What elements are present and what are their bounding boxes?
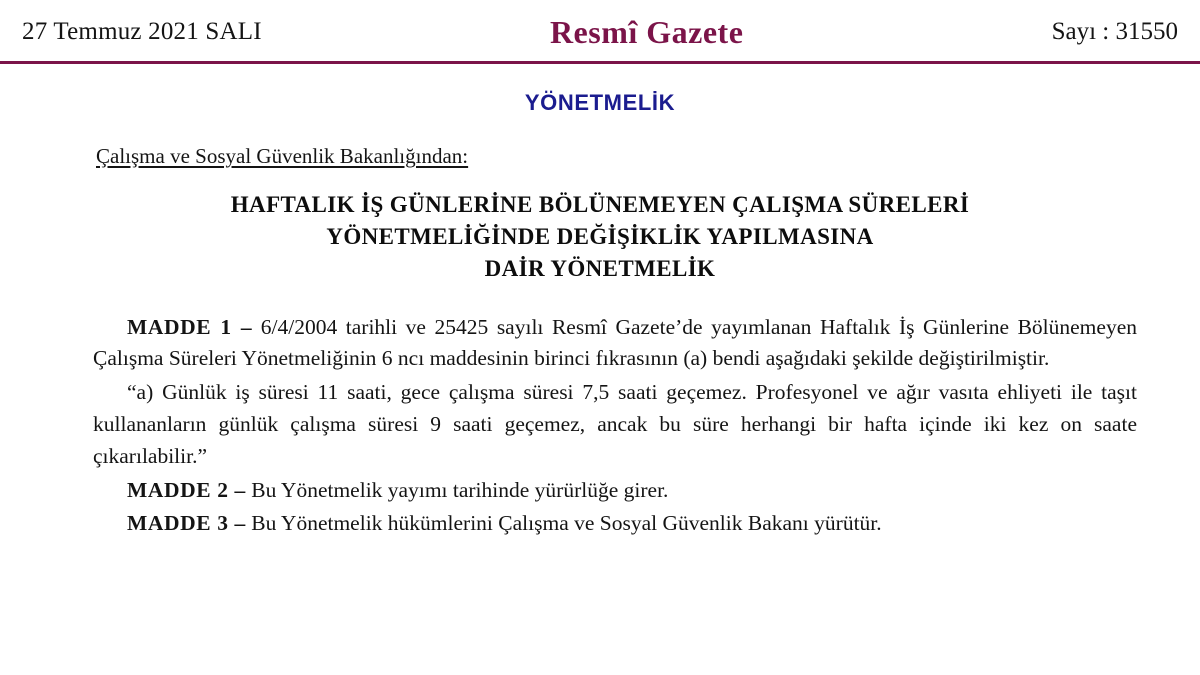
article-text: Bu Yönetmelik yayımı tarihinde yürürlüğe girer. [245,477,669,502]
masthead [0,0,1200,57]
regulation-title-line-3: DAİR YÖNETMELİK [484,256,716,282]
article-label: MADDE 3 – [127,511,246,536]
article-text: “a) Günlük iş süresi 11 saati, gece çalışma süresi 7,5 saati geçemez. Profesyonel ve ağır vasıta ehliyeti ile taşıt kullananların günlük çalışma süresi 9 saati geçemez, ancak bu süre herhangi bir hafta içinde iki kez on saate çıkarılabilir.” [93,380,1137,468]
section-heading: YÖNETMELİK [524,90,676,115]
article-label: MADDE 1 – [127,314,253,339]
masthead-issue-number: Sayı : 31550 [1051,18,1178,45]
article-paragraph [93,377,1137,472]
regulation-title-line-2: YÖNETMELİĞİNDE DEĞİŞİKLİK YAPILMASINA [326,224,874,250]
regulation-title-line-1: HAFTALIK İŞ GÜNLERİNE BÖLÜNEMEYEN ÇALIŞMA SÜRELERİ [230,192,970,217]
article-paragraph [93,508,1137,540]
regulation-title [38,189,1162,286]
masthead-title: Resmî Gazete [549,14,744,50]
article-label: MADDE 2 – [127,477,246,502]
article-text: 6/4/2004 tarihli ve 25425 sayılı Resmî Gazete’de yayımlanan Haftalık İş Günlerine Bölünemeyen Çalışma Süreleri Yönetmeliğinin 6 ncı maddesinin birinci fıkrasının (a) bendi aşağıdaki şekilde değiştirilmiştir. [93,314,1137,371]
article-text: Bu Yönetmelik hükümlerini Çalışma ve Sosyal Güvenlik Bakanı yürütür. [245,511,882,536]
article-paragraph [93,475,1137,507]
masthead-date: 27 Temmuz 2021 SALI [22,18,262,45]
articles-container [38,312,1162,541]
article-paragraph [93,312,1137,376]
document-body [0,90,1200,540]
masthead-divider [0,61,1200,64]
issuing-authority: Çalışma ve Sosyal Güvenlik Bakanlığından: [96,144,469,168]
